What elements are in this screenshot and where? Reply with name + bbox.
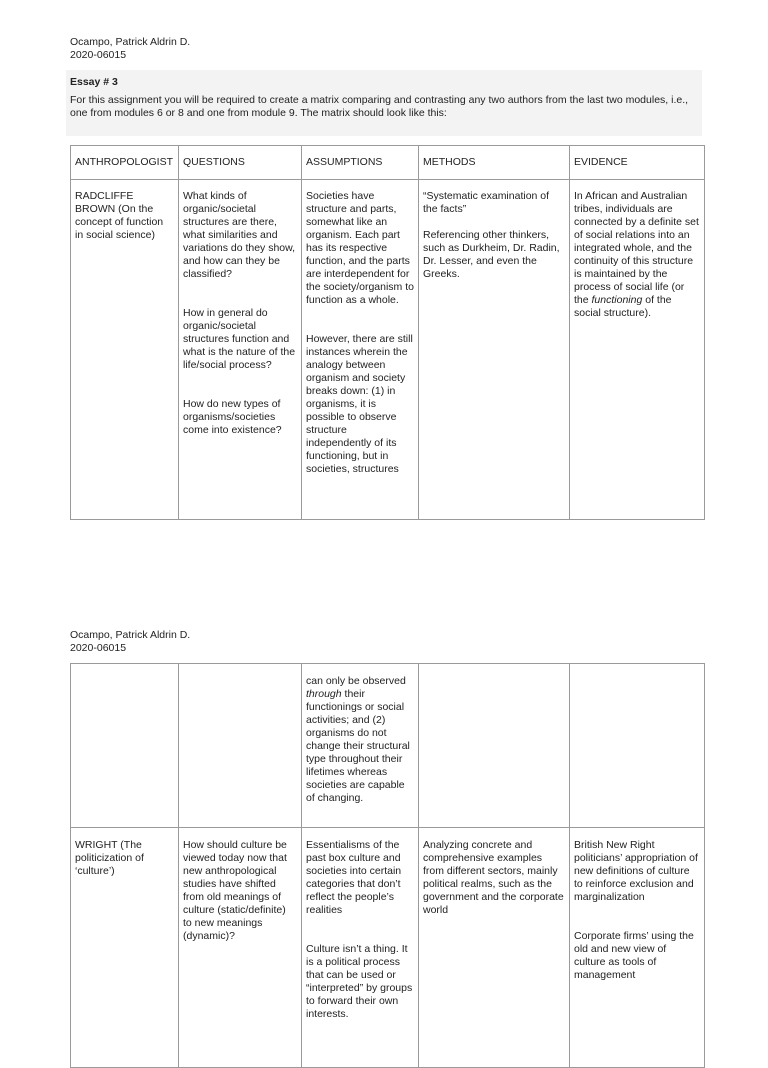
wright-assumption-2: Culture isn’t a thing. It is a political process that can be used or “interpreted” by groups to forward their own interests. xyxy=(306,943,413,1020)
header-row xyxy=(71,146,705,180)
author-name: Ocampo, Patrick Aldrin D. xyxy=(70,36,191,48)
student-id: 2020-06015 xyxy=(70,49,127,61)
rb-anthropologist-cell xyxy=(71,180,179,520)
student-id: 2020-06015 xyxy=(70,642,127,654)
wright-question-cell xyxy=(179,828,302,1068)
page2-header xyxy=(70,629,190,655)
wright-evidence-2: Corporate firms’ using the old and new view of culture as tools of management xyxy=(574,930,694,981)
page1-header xyxy=(70,36,190,62)
rb-question-1: What kinds of organic/societal structures are there, what similarities and variations do they show, and how can they be classified? xyxy=(183,190,296,280)
essay-title: Essay # 3 xyxy=(70,76,118,88)
wright-method-cell xyxy=(419,828,570,1068)
assignment-box xyxy=(66,70,702,136)
wright-evidence-1: British New Right politicians’ appropriation of new definitions of culture to reinforce exclusion and marginalization xyxy=(574,839,698,903)
header-methods: METHODS xyxy=(419,146,570,180)
rb-method-1: “Systematic examination of the facts” xyxy=(423,190,550,215)
author-name: Ocampo, Patrick Aldrin D. xyxy=(70,629,191,641)
wright-assumption-1: Essentialisms of the past box culture and societies into certain categories that don’t reflect the people’s realities xyxy=(306,839,402,916)
rb-method-2: Referencing other thinkers, such as Durkheim, Dr. Radin, Dr. Lesser, and even the Greeks. xyxy=(423,229,560,280)
table-row xyxy=(71,664,705,828)
wright-question: How should culture be viewed today now that new anthropological studies have shifted from old meanings of culture (static/definite) to new meanings (dynamic)? xyxy=(183,839,287,942)
rb-assumption-continued-cell xyxy=(302,664,419,828)
comparison-matrix-continued xyxy=(70,663,705,1068)
wright-method: Analyzing concrete and comprehensive examples from different sectors, mainly political realms, such as the government and the corporate world xyxy=(423,839,564,916)
rb-question-2: How in general do organic/societal structures function and what is the nature of the life/social process? xyxy=(183,307,296,371)
rb-assumption-1: Societies have structure and parts, somewhat like an organism. Each part has its respective function, and the parts are interdependent for the society/organism to function as a whole. xyxy=(306,190,414,306)
rb-evidence-cell xyxy=(570,180,705,520)
header-anthropologist: ANTHROPOLOGIST xyxy=(71,146,179,180)
rb-methods-cell xyxy=(419,180,570,520)
table-row xyxy=(71,180,705,520)
wright-anthropologist-cell xyxy=(71,828,179,1068)
header-questions: QUESTIONS xyxy=(179,146,302,180)
wright-evidence-cell xyxy=(570,828,705,1068)
rb-questions-cell xyxy=(179,180,302,520)
rb-assumption-2: However, there are still instances wherein the analogy between organism and society breaks down: (1) in organisms, it is possible to observe structure independently of its functioning, but in societies, structures xyxy=(306,333,413,475)
rb-evidence: In African and Australian tribes, individuals are connected by a definite set of social relations into an integrated whole, and the continuity of this structure is maintained by the process of social life (or the functioning of the social structure). xyxy=(574,190,699,319)
wright-assumptions-cell xyxy=(302,828,419,1068)
rb-assumptions-cell xyxy=(302,180,419,520)
comparison-matrix xyxy=(70,145,705,520)
rb-anthropologist: RADCLIFFE BROWN (On the concept of function in social science) xyxy=(75,190,164,241)
header-evidence: EVIDENCE xyxy=(570,146,705,180)
rb-question-3: How do new types of organisms/societies come into existence? xyxy=(183,398,282,436)
header-assumptions: ASSUMPTIONS xyxy=(302,146,419,180)
assignment-instructions: For this assignment you will be required to create a matrix comparing and contrasting any two authors from the last two modules, i.e., one from modules 6 or 8 and one from module 9. The matrix should look like this: xyxy=(70,94,689,119)
rb-assumption-continued: can only be observed through their functionings or social activities; and (2) organisms do not change their structural type throughout their lifetimes whereas societies are capable of changing. xyxy=(306,675,410,804)
wright-anthropologist: WRIGHT (The politicization of ‘culture’) xyxy=(75,839,144,877)
table-row xyxy=(71,828,705,1068)
